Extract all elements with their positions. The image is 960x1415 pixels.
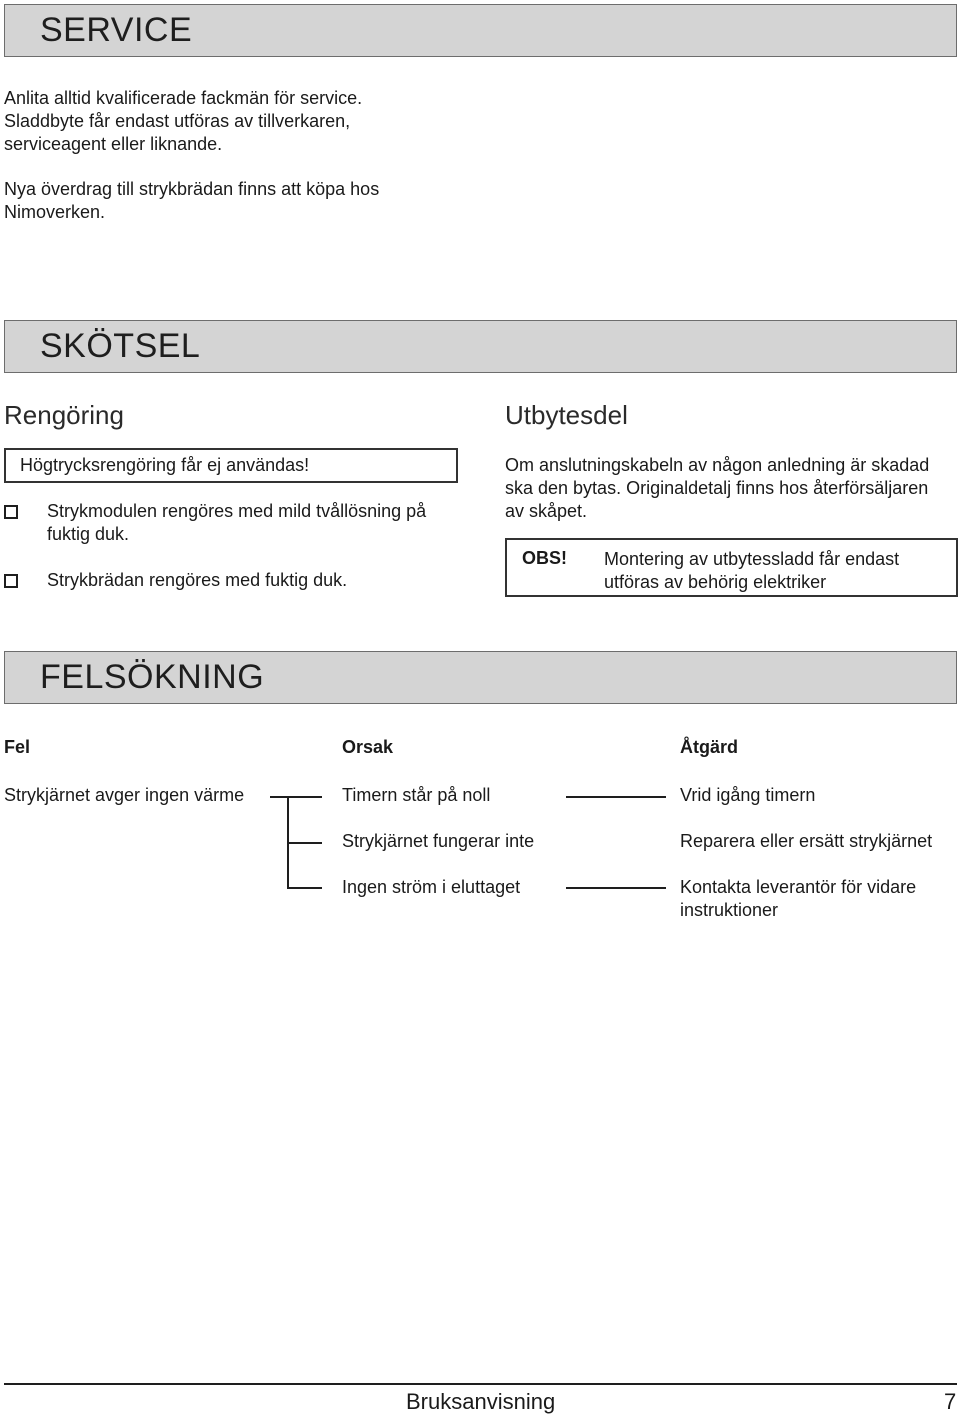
service-paragraph-1-line: Sladdbyte får endast utföras av tillverkaren,: [4, 111, 351, 131]
connector-line: [566, 796, 666, 798]
connector-line: [270, 796, 322, 798]
column-header-orsak: Orsak: [342, 737, 394, 757]
action-3: [680, 876, 916, 922]
rengoring-warning-box: [4, 448, 458, 483]
service-paragraph-1-line: Anlita alltid kvalificerade fackmän för service.: [4, 88, 363, 108]
obs-label: OBS!: [522, 548, 567, 568]
footer-title: Bruksanvisning: [406, 1389, 556, 1414]
rengoring-bullet-1-line: Strykmodulen rengöres med mild tvållösning på: [47, 501, 427, 521]
cause-2: Strykjärnet fungerar inte: [342, 831, 535, 851]
service-paragraph-1: [4, 87, 362, 156]
rengoring-bullet-1: [47, 500, 467, 546]
service-paragraph-2-line: Nya överdrag till strykbrädan finns att köpa hos: [4, 179, 380, 199]
felsokning-header-band: [4, 651, 957, 704]
skotsel-title: SKÖTSEL: [40, 327, 201, 365]
action-1: Vrid igång timern: [680, 785, 816, 805]
skotsel-header-band: [4, 320, 957, 373]
obs-text: [604, 548, 899, 594]
utbytesdel-heading: Utbytesdel: [505, 400, 628, 430]
utbytesdel-line: Om anslutningskabeln av någon anledning är skadad: [505, 455, 930, 475]
connector-line: [566, 887, 666, 889]
service-paragraph-2-line: Nimoverken.: [4, 202, 106, 222]
rengoring-bullet-1-line: fuktig duk.: [47, 524, 130, 544]
obs-line: utföras av behörig elektriker: [604, 572, 827, 592]
column-header-fel: Fel: [4, 737, 31, 757]
service-title: SERVICE: [40, 11, 193, 49]
action-3-line: Kontakta leverantör för vidare: [680, 877, 917, 897]
page-number: 7: [944, 1389, 957, 1414]
cause-1: Timern står på noll: [342, 785, 491, 805]
obs-line: Montering av utbytessladd får endast: [604, 549, 900, 569]
checkbox-bullet-icon: [4, 505, 18, 519]
rengoring-bullet-2: [47, 569, 467, 592]
service-paragraph-1-line: serviceagent eller liknande.: [4, 134, 223, 154]
action-3-line: instruktioner: [680, 900, 779, 920]
connector-line: [287, 887, 322, 889]
obs-box: [505, 538, 958, 597]
felsokning-title: FELSÖKNING: [40, 658, 265, 696]
footer-rule: [4, 1383, 957, 1385]
service-paragraph-2: [4, 178, 379, 224]
cause-3: Ingen ström i eluttaget: [342, 877, 521, 897]
utbytesdel-text: [505, 454, 929, 523]
utbytesdel-line: av skåpet.: [505, 501, 588, 521]
action-2: Reparera eller ersätt strykjärnet: [680, 831, 933, 851]
utbytesdel-line: ska den bytas. Originaldetalj finns hos återförsäljaren: [505, 478, 929, 498]
column-header-atgard: Åtgärd: [680, 737, 738, 757]
service-header-band: [4, 4, 957, 57]
checkbox-bullet-icon: [4, 574, 18, 588]
connector-line: [287, 842, 322, 844]
rengoring-heading: Rengöring: [4, 400, 124, 430]
rengoring-bullet-2-line: Strykbrädan rengöres med fuktig duk.: [47, 570, 348, 590]
fault-text: Strykjärnet avger ingen värme: [4, 785, 245, 805]
rengoring-warning-text: Högtrycksrengöring får ej användas!: [20, 455, 310, 475]
